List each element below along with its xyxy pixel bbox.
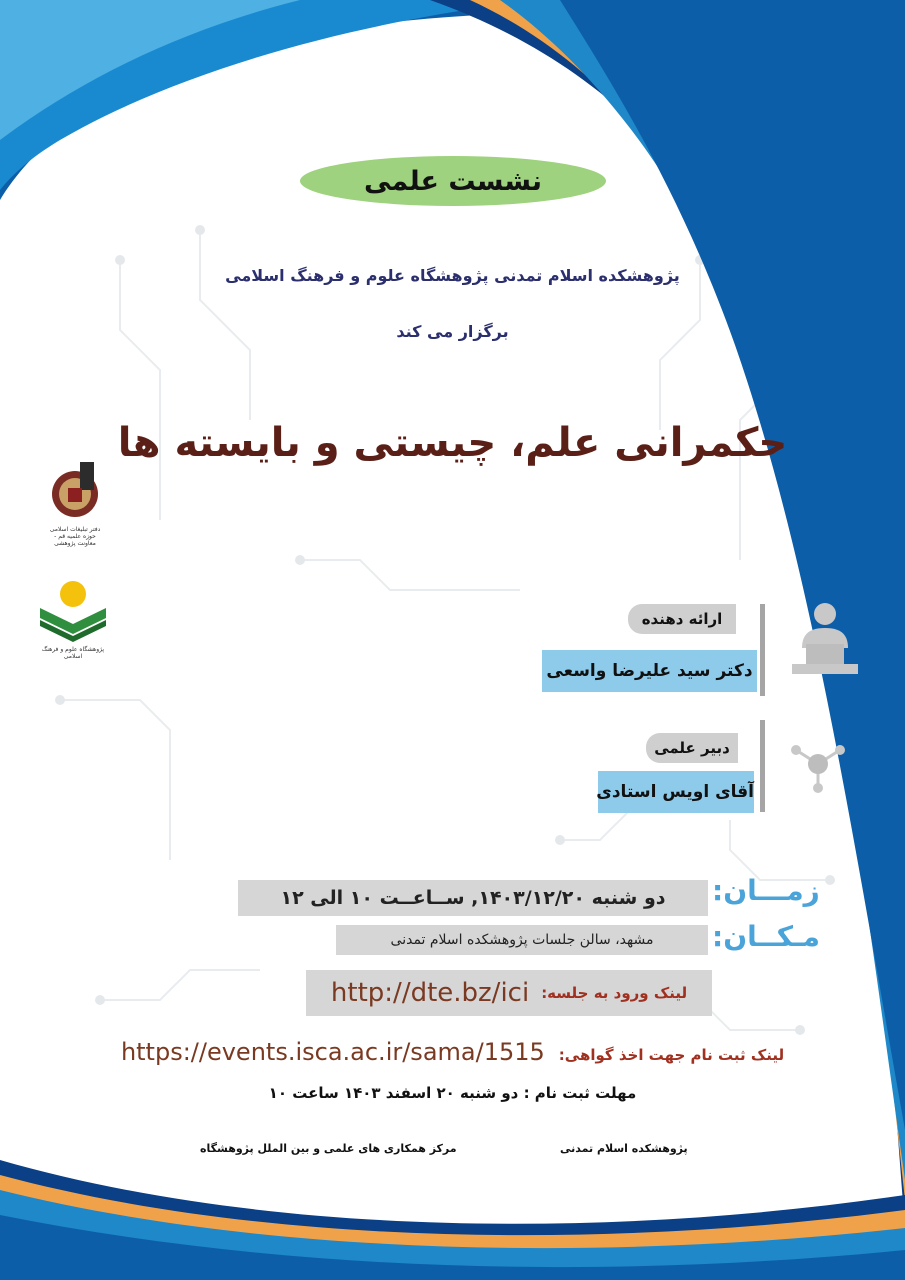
session-link-label: لینک ورود به جلسه: xyxy=(541,984,688,1002)
time-value: دو شنبه ۱۴۰۳/۱۲/۲۰, ســاعــت ۱۰ الی ۱۲ xyxy=(238,880,708,916)
logo-emblem-icon xyxy=(46,460,104,522)
network-nodes-icon xyxy=(790,742,846,796)
organizer-line-2: برگزار می کند xyxy=(396,322,509,341)
organizer-line-1: پژوهشکده اسلام تمدنی پژوهشگاه علوم و فرهنگ اسلامی xyxy=(225,266,680,285)
logo-dafter-tablighat xyxy=(46,460,104,547)
footer-right-org: پژوهشکده اسلام تمدنی xyxy=(560,1142,688,1155)
registration-deadline: مهلت ثبت نام : دو شنبه ۲۰ اسفند ۱۴۰۳ ساعت ۱۰ xyxy=(268,1084,637,1102)
presenter-divider xyxy=(760,604,765,696)
time-label: زمـــان: xyxy=(712,874,820,907)
secretary-divider xyxy=(760,720,765,812)
presenter-name: دکتر سید علیرضا واسعی xyxy=(542,650,757,692)
book-sun-logo-icon xyxy=(36,578,110,642)
event-type-text: نشست علمی xyxy=(364,165,542,197)
event-type-badge xyxy=(300,156,606,206)
place-label: مـکــان: xyxy=(712,920,820,953)
secretary-name: آقای اویس استادی xyxy=(598,771,754,813)
session-link-box xyxy=(306,970,712,1016)
place-value: مشهد، سالن جلسات پژوهشکده اسلام تمدنی xyxy=(336,925,708,955)
session-link-url[interactable]: http://dte.bz/ici xyxy=(330,978,530,1008)
footer-left-org: مرکز همکاری های علمی و بین الملل پژوهشگاه xyxy=(200,1142,457,1155)
certificate-link-url[interactable]: https://events.isca.ac.ir/sama/1515 xyxy=(120,1038,545,1066)
event-title: حکمرانی علم، چیستی و بایسته ها xyxy=(117,420,788,466)
logo2-caption: پژوهشگاه علوم و فرهنگ اسلامی xyxy=(41,646,105,660)
certificate-link-label: لینک ثبت نام جهت اخذ گواهی: xyxy=(558,1046,785,1064)
certificate-link-row xyxy=(0,1038,905,1066)
logo-pajouheshgah xyxy=(36,578,110,660)
logo1-caption: دفتر تبلیغات اسلامی حوزه علمیه قم - معاونت پژوهشی xyxy=(49,526,101,547)
secretary-label: دبیر علمی xyxy=(646,733,738,763)
speaker-podium-icon xyxy=(788,600,862,676)
presenter-label: ارائه دهنده xyxy=(628,604,736,634)
